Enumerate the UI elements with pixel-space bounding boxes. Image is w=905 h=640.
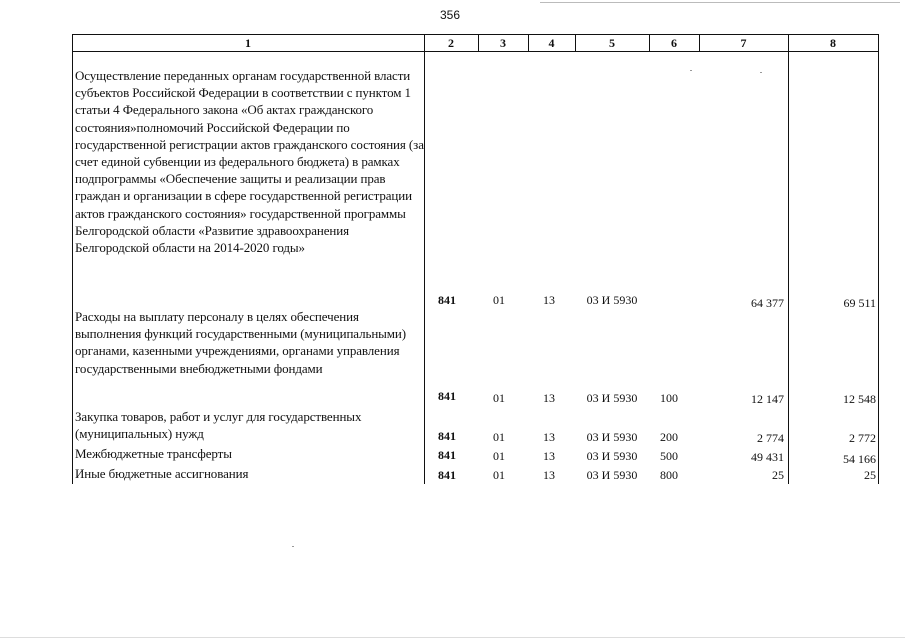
cell-amount-2015: 2 774 <box>757 431 784 445</box>
header-col-3: 3 <box>500 36 506 50</box>
cell-section: 01 <box>493 391 505 405</box>
scan-edge-line <box>540 2 900 3</box>
header-col-2: 2 <box>448 36 454 50</box>
cell-amount-2016: 54 166 <box>843 452 876 466</box>
header-col-7: 7 <box>740 36 747 50</box>
row-description: Осуществление переданных органам государственной власти субъектов Российской Федерации в соответствии с пунктом 1 статьи 4 Федерального закона «Об актах гражданского состояния»полномочий Российской Федерации по государственной регистрации актов гражданского состояния (за счет единой субвенции из федерального бюджета) в рамках подпрограммы «Обеспечение защиты и реализации прав граждан и организации в сфере государственной регистрации актов гражданского состояния» государственной программы Белгородской области «Развитие здравоохранения Белгородской области на 2014-2020 годы» <box>75 68 424 256</box>
scan-speck <box>292 546 294 547</box>
cell-section: 01 <box>493 293 505 307</box>
cell-amount-2015: 12 147 <box>751 392 784 406</box>
cell-target: 03 И 5930 <box>586 449 638 463</box>
cell-subsection: 13 <box>543 391 555 405</box>
cell-expense-type: 500 <box>660 449 678 463</box>
header-col-6: 6 <box>671 36 677 50</box>
table-top-border <box>72 34 878 35</box>
row-description: Межбюджетные трансферты <box>75 446 232 461</box>
cell-amount-2015: 64 377 <box>751 296 784 310</box>
cell-ministry: 841 <box>438 389 456 403</box>
page-number: 356 <box>439 8 461 22</box>
header-col-5: 5 <box>609 36 615 50</box>
header-bottom-border <box>72 51 878 52</box>
cell-subsection: 13 <box>543 449 555 463</box>
row-description: Иные бюджетные ассигнования <box>75 466 249 481</box>
cell-ministry: 841 <box>438 448 456 462</box>
budget-table <box>72 34 878 484</box>
cell-section: 01 <box>493 468 505 482</box>
cell-amount-2016: 25 <box>864 468 876 482</box>
cell-section: 01 <box>493 430 505 444</box>
header-col-1: 1 <box>245 36 251 50</box>
cell-amount-2016: 69 511 <box>843 296 876 310</box>
cell-amount-2015: 25 <box>772 468 784 482</box>
cell-section: 01 <box>493 449 505 463</box>
cell-amount-2016: 12 548 <box>843 392 876 406</box>
col-border-right <box>878 34 879 484</box>
cell-expense-type: 100 <box>660 391 678 405</box>
col-border-8 <box>788 34 789 484</box>
cell-target: 03 И 5930 <box>586 468 638 482</box>
header-col-4: 4 <box>548 36 555 50</box>
cell-amount-2016: 2 772 <box>849 431 876 445</box>
cell-target: 03 И 5930 <box>586 293 638 307</box>
cell-target: 03 И 5930 <box>586 430 638 444</box>
cell-expense-type: 200 <box>660 430 678 444</box>
cell-subsection: 13 <box>543 468 555 482</box>
row-description: Закупка товаров, работ и услуг для государственных (муниципальных) нужд <box>75 409 362 442</box>
cell-subsection: 13 <box>543 430 555 444</box>
cell-subsection: 13 <box>543 293 555 307</box>
cell-amount-2015: 49 431 <box>751 450 784 464</box>
cell-target: 03 И 5930 <box>586 391 638 405</box>
cell-ministry: 841 <box>438 468 456 482</box>
cell-ministry: 841 <box>438 429 456 443</box>
col-border-left <box>72 34 73 484</box>
row-description: Расходы на выплату персоналу в целях обеспечения выполнения функций государственными (муниципальными) органами, казенными учреждениями, органами управления государственными внебюджетными фондами <box>75 309 407 376</box>
cell-ministry: 841 <box>438 293 456 307</box>
scan-edge-line-bottom <box>0 637 905 638</box>
header-col-8: 8 <box>830 36 836 50</box>
cell-expense-type: 800 <box>660 468 678 482</box>
